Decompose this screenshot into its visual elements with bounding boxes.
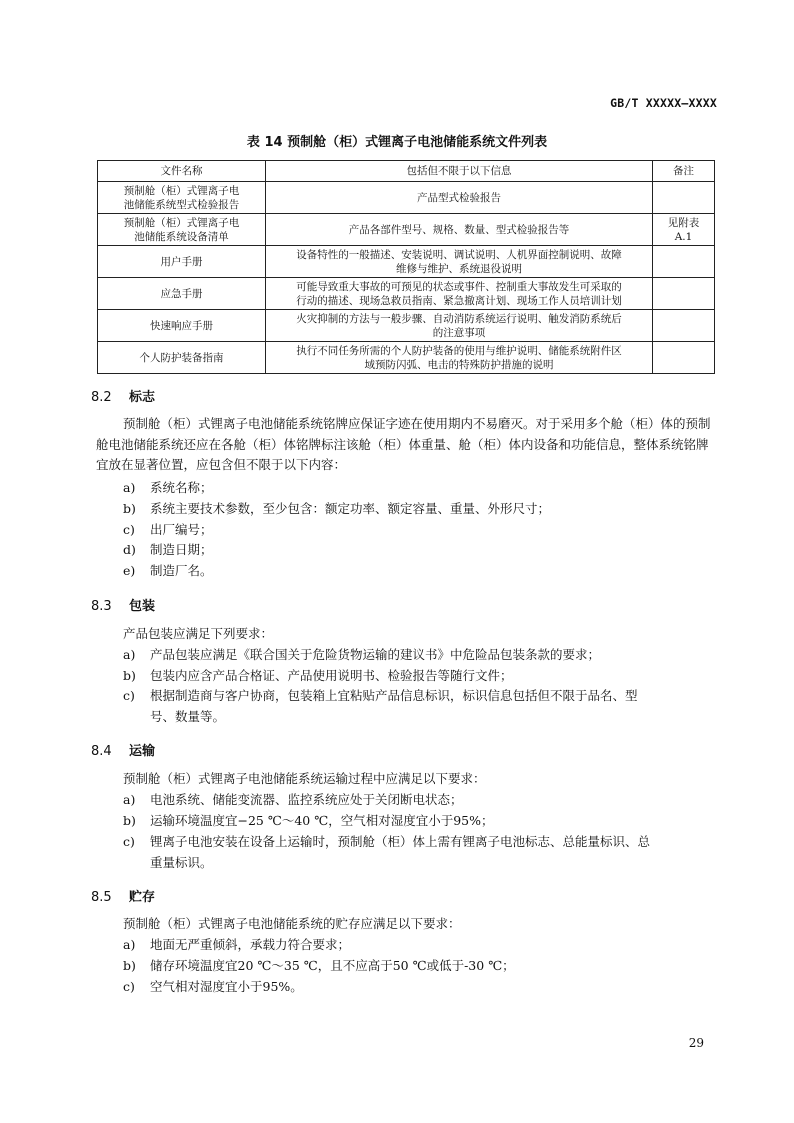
note-cell (653, 310, 715, 342)
list-item: c) 空气相对湿度宜小于95%。 (123, 979, 303, 994)
section-title: 标志 (129, 390, 156, 405)
note-cell (653, 246, 715, 278)
info-cell: 火灾抑制的方法与一般步骤、自动消防系统运行说明、触发消防系统后 的注意事项 (266, 310, 653, 342)
table-row (98, 342, 715, 374)
page-number: 29 (688, 1036, 704, 1050)
section-paragraph: 预制舱（柜）式锂离子电池储能系统运输过程中应满足以下要求： (123, 771, 486, 786)
list-item: e) 制造厂名。 (123, 563, 213, 578)
column-header: 文件名称 (98, 161, 266, 182)
file-name-cell: 快速响应手册 (98, 310, 266, 342)
file-list-table (97, 160, 715, 374)
section-paragraph: 预制舱（柜）式锂离子电池储能系统的贮存应满足以下要求： (123, 916, 461, 931)
file-name-cell: 应急手册 (98, 278, 266, 310)
list-item: b) 储存环境温度宜20 ℃～35 ℃，且不应高于50 ℃或低于-30 ℃； (123, 958, 515, 973)
list-item: c) 出厂编号； (123, 522, 213, 537)
info-cell: 产品各部件型号、规格、数量、型式检验报告等 (266, 214, 653, 246)
file-name-cell: 预制舱（柜）式锂离子电 池储能系统设备清单 (98, 214, 266, 246)
table-row (98, 310, 715, 342)
section-heading-8-3 (91, 595, 155, 614)
list-item: c) 锂离子电池安装在设备上运输时，预制舱（柜）体上需有锂离子电池标志、总能量标识、总 重量标识。 (123, 834, 651, 870)
list-item: b) 系统主要技术参数，至少包含：额定功率、额定容量、重量、外形尺寸； (123, 501, 551, 516)
note-cell (653, 182, 715, 214)
section-heading-8-4 (91, 740, 155, 759)
section-number: 8.4 (91, 744, 112, 759)
file-name-cell: 用户手册 (98, 246, 266, 278)
section-title: 包装 (129, 599, 156, 614)
list-item: a) 电池系统、储能变流器、监控系统应处于关闭断电状态； (123, 792, 463, 807)
info-cell: 产品型式检验报告 (266, 182, 653, 214)
table-row (98, 182, 715, 214)
column-header: 备注 (653, 161, 715, 182)
note-cell (653, 342, 715, 374)
list-item: c) 根据制造商与客户协商，包装箱上宜粘贴产品信息标识，标识信息包括但不限于品名、型 号、数量等。 (123, 688, 638, 724)
section-number: 8.5 (91, 890, 112, 905)
table-row (98, 246, 715, 278)
section-title: 运输 (129, 744, 156, 759)
section-paragraph: 预制舱（柜）式锂离子电池储能系统铭牌应保证字迹在使用期内不易磨灭。对于采用多个舱（柜）体的预制舱电池储能系统还应在各舱（柜）体铭牌标注该舱（柜）体重量、舱（柜）体内设备和功能信息，整体系统铭牌宜放在显著位置，应包含但不限于以下内容： (96, 416, 711, 472)
note-cell: 见附表 A.1 (653, 214, 715, 246)
list-item: a) 系统名称； (123, 480, 213, 495)
section-heading-8-2 (91, 386, 155, 405)
list-item: b) 运输环境温度宜−25 ℃～40 ℃，空气相对湿度宜小于95%； (123, 813, 494, 828)
info-cell: 设备特性的一般描述、安装说明、调试说明、人机界面控制说明、故障 维修与维护、系统退役说明 (266, 246, 653, 278)
list-item: a) 地面无严重倾斜，承载力符合要求； (123, 937, 351, 952)
file-name-cell: 预制舱（柜）式锂离子电 池储能系统型式检验报告 (98, 182, 266, 214)
section-title: 贮存 (129, 890, 156, 905)
table-row (98, 214, 715, 246)
info-cell: 执行不同任务所需的个人防护装备的使用与维护说明、储能系统附件区 域预防闪弧、电击的特殊防护措施的说明 (266, 342, 653, 374)
section-number: 8.3 (91, 599, 112, 614)
section-paragraph: 产品包装应满足下列要求： (123, 626, 274, 641)
file-name-cell: 个人防护装备指南 (98, 342, 266, 374)
list-item: a) 产品包装应满足《联合国关于危险货物运输的建议书》中危险品包装条款的要求； (123, 647, 601, 662)
list-item: b) 包装内应含产品合格证、产品使用说明书、检验报告等随行文件； (123, 668, 513, 683)
table-title: 表 14 预制舱（柜）式锂离子电池储能系统文件列表 (246, 135, 548, 150)
note-cell (653, 278, 715, 310)
column-header: 包括但不限于以下信息 (266, 161, 653, 182)
section-number: 8.2 (91, 390, 112, 405)
info-cell: 可能导致重大事故的可预见的状态或事件、控制重大事故发生可采取的 行动的描述、现场急救员指南、紧急撤离计划、现场工作人员培训计划 (266, 278, 653, 310)
section-heading-8-5 (91, 886, 155, 905)
table-header-row (98, 161, 715, 182)
document-id: GB/T XXXXX—XXXX (610, 96, 717, 110)
table-row (98, 278, 715, 310)
list-item: d) 制造日期； (123, 542, 213, 557)
